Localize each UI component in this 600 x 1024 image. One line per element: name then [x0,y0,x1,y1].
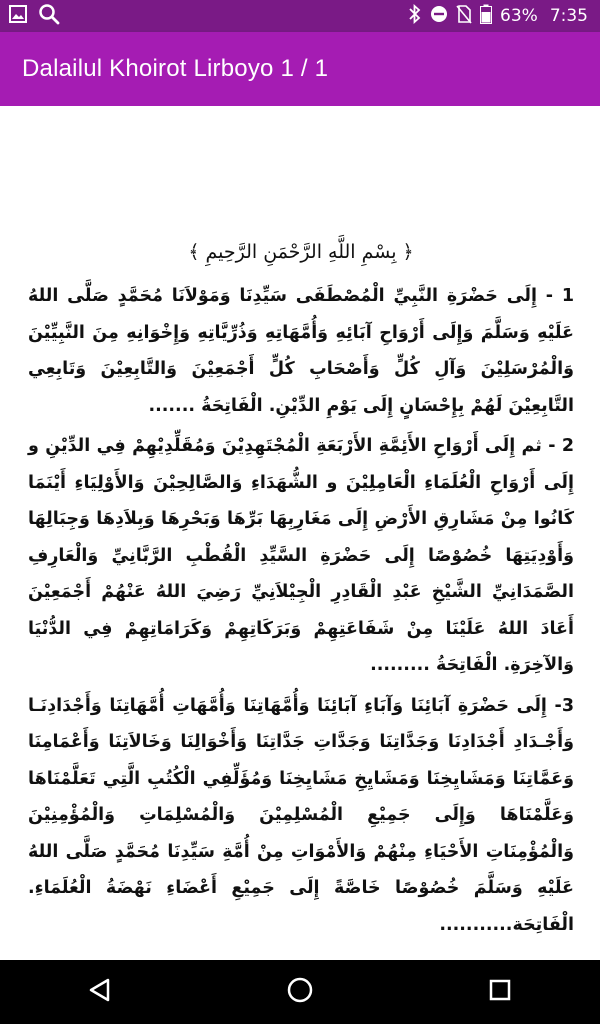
paragraph-3: 3- إِلَى حَضْرَةِ آبَائِنَا وَآبَاءِ آبَائِنَا وَأُمَّهَاتِنَا وَأُمَّهَاتِ أُمَّهَاتِنَا وَأَجْدَادِنَـا وَأَجْـدَادِ أَجْدَادِنَا وَجَدَّاتِنَا وَجَدَّاتِ جَدَّاتِنَا وَأَخْوَالِنَا وَخَالاَتِنَا وَأَعْمَامِنَا وَعَمَّاتِنَا وَمَشَايِخِنَا وَمَشَايِخِ مَشَايِخِنَا وَمُؤَلِّفِي الْكُتُبِ الَّتِي تَعَلَّمْنَاهَا وَعَلَّمْنَاهَا وَإِلَى جَمِيْعِ الْمُسْلِمِيْنَ وَالْمُسْلِمَاتِ وَالْمُؤْمِنِيْنَ وَالْمُؤْمِنَاتِ الأَحْيَاءِ مِنْهُمْ وَالأَمْوَاتِ مِنْ أُمَّةِ سَيِّدِنَا مُحَمَّدٍ صَلَّى اللهُ عَلَيْهِ وَسَلَّمَ خُصُوْصًا خَاصَّةً إِلَى جَمِيْعِ أَعْضَاءِ نَهْضَةُ الْعُلَمَاءِ. الْفَاتِحَة........... [28,695,574,935]
gallery-icon [8,4,28,28]
app-bar [0,32,600,106]
paragraph-1: 1 - إِلَى حَضْرَةِ النَّبِيِّ الْمُصْطَفَى سَيِّدِنَا وَمَوْلاَنَا مُحَمَّدٍ صَلَّى اللهُ عَلَيْهِ وَسَلَّمَ وَإِلَى أَرْوَاحِ آبَائِهِ وَأُمَّهَاتِهِ وَذُرِّيَّاتِهِ وَإِخْوَانِهِ مِنَ النَّبِيِّيْنَ وَالْمُرْسَلِيْنَ وَآلِ كُلٍّ وَأَصْحَابِ كُلٍّ أَجْمَعِيْنَ وَالتَّابِعِيْنَ وَتَابِعِي التَّابِعِيْنَ لَهُمْ بِإِحْسَانٍ إِلَى يَوْمِ الدِّيْنِ. الْفَاتِحَةُ ....... [28,286,574,416]
back-icon [86,976,114,1008]
do-not-disturb-icon [430,5,448,28]
no-sim-icon [456,4,472,29]
status-bar [0,0,600,32]
app-title: Dalailul Khoirot Lirboyo 1 / 1 [22,55,329,82]
home-button[interactable] [270,962,330,1022]
clock-time: 7:35 [549,6,588,26]
search-icon [38,3,60,29]
recents-icon [487,977,513,1007]
back-button[interactable] [70,962,130,1022]
navigation-bar [0,960,600,1024]
battery-icon [480,4,492,29]
basmala: ﴿ بِسْمِ اللَّهِ الرَّحْمَنِ الرَّحِيمِ ﴾ [188,241,414,263]
home-icon [286,976,314,1008]
text-page [28,232,574,947]
battery-percent: 63% [500,6,538,26]
bluetooth-icon [408,4,422,29]
recents-button[interactable] [470,962,530,1022]
reader-content[interactable] [0,106,600,960]
paragraph-2: 2 - ثم إِلَى أَرْوَاحِ الأَئِمَّةِ الأَرْبَعَةِ الْمُجْتَهِدِيْنَ وَمُقَلِّدِيْهِمْ فِي الدِّيْنِ و إِلَى أَرْوَاحِ الْعُلَمَاءِ الْعَامِلِيْنَ و الشُّهَدَاءِ وَالصَّالِحِيْنَ وَالأَوْلِيَاءِ أَيْنَمَا كَانُوا مِنْ مَشَارِقِ الأَرْضِ إِلَى مَغَارِبِهَا بَرِّهَا وَبَحْرِهَا وَبِلاَدِهَا وَجِبَالِهَا وَأَوْدِيَتِهَا خُصُوْصًا إِلَى حَضْرَةِ السَّيِّدِ الْقُطْبِ الرَّبَّانِيِّ وَالْعَارِفِ الصَّمَدَانِيِّ الشَّيْخِ عَبْدِ الْقَادِرِ الْجِيْلاَنِيِّ رَضِيَ اللهُ عَنْهُمْ أَجْمَعِيْنَ أَعَادَ اللهُ عَلَيْنَا مِنْ شَفَاعَتِهِمْ وَبَرَكَاتِهِمْ وَكَرَامَاتِهِمْ فِي الدُّنْيَا وَالآخِرَةِ. الْفَاتِحَةُ ......... [28,436,574,675]
